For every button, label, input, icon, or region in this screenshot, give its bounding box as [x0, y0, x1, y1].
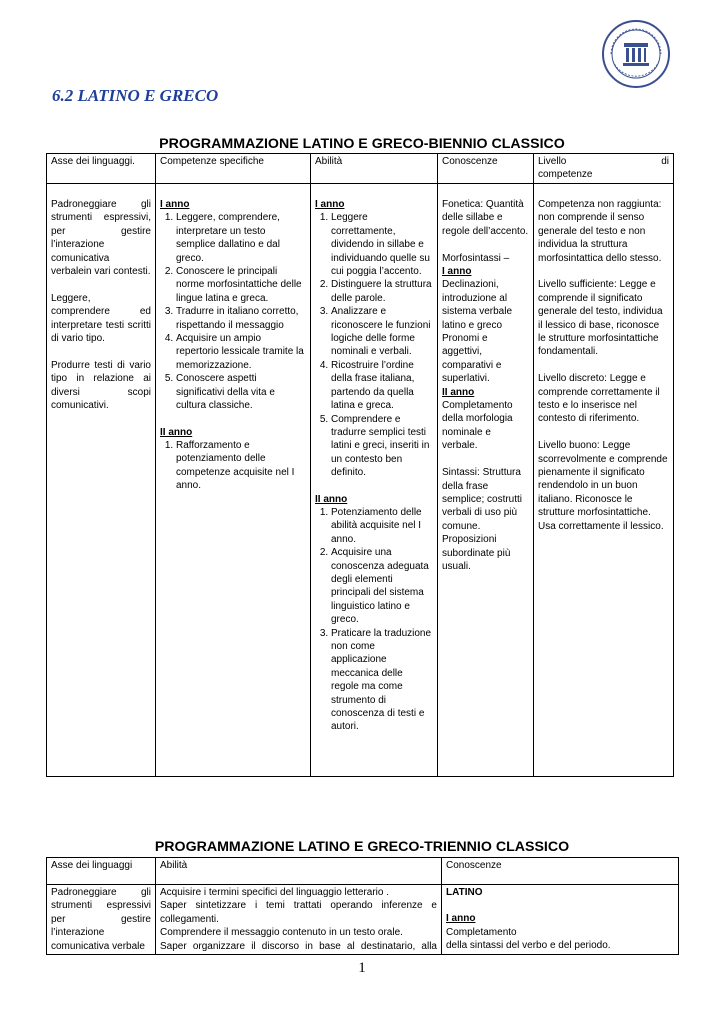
conoscenze-sintassi: Sintassi: Struttura della frase semplice; costrutti verbali di uso più comune. Proposizioni subordinate più usuali. — [442, 467, 523, 572]
competenze-list1 — [160, 211, 306, 412]
page-number: 1 — [358, 960, 366, 976]
conoscenze-line1: Completamento — [446, 926, 517, 938]
conoscenze-year: I anno — [446, 913, 476, 925]
header-conoscenze: Conoscenze — [438, 154, 534, 184]
header-livello-b: di — [661, 156, 669, 167]
conoscenze-year1: I anno — [442, 266, 472, 278]
asse-p3: Produrre testi di vario tipo in relazione ai diversi scopi comunicativi. — [51, 359, 151, 412]
list-item: 5. Conoscere aspetti significativi della vita e cultura classiche. — [176, 372, 306, 412]
cell-asse — [47, 885, 156, 955]
triennio-table — [46, 857, 679, 955]
cell-conoscenze — [438, 184, 534, 777]
competenze-year2: II anno — [160, 426, 193, 438]
livello-p2: Livello sufficiente: Legge e comprende il significato generale del testo, individua il lessico di base, riconosce le strutture morfosintattiche fondamentali. — [538, 279, 663, 358]
conoscenze-morfo2: Completamento della morfologia nominale e verbale. — [442, 400, 513, 452]
header-competenze: Competenze specifiche — [156, 154, 311, 184]
table-header-row — [47, 154, 674, 184]
list-item: 5. Comprendere e tradurre semplici testi latini e greci, inseriti in un contesto ben definito. — [331, 413, 433, 480]
table2-title: PROGRAMMAZIONE LATINO E GRECO-TRIENNIO CLASSICO — [154, 839, 570, 855]
table-header-row — [47, 858, 679, 885]
asse-p2: Leggere, comprendere ed interpretare testi scritti di vario tipo. — [51, 292, 151, 345]
table1-title: PROGRAMMAZIONE LATINO E GRECO-BIENNIO CLASSICO — [159, 136, 565, 152]
header-conoscenze: Conoscenze — [442, 858, 679, 885]
cell-abilita — [311, 184, 438, 777]
list-item: 2. Acquisire una conoscenza adeguata degli elementi principali del sistema linguistico latino e greco. — [331, 546, 433, 626]
abilita-list2 — [315, 506, 433, 734]
livello-p3: Livello discreto: Legge e comprende correttamente il testo e lo inserisce nel contesto di riferimento. — [538, 373, 660, 425]
conoscenze-fonetica: Fonetica: Quantità delle sillabe e regole dell’accento. — [442, 199, 529, 237]
competenze-year1: I anno — [160, 199, 190, 210]
list-item: 1. Rafforzamento e potenziamento delle competenze acquisite nel I anno. — [176, 439, 306, 493]
list-item: 1. Potenziamento delle abilità acquisite nel I anno. — [331, 506, 433, 546]
table-row — [47, 885, 679, 955]
abilita-line: Comprendere il messaggio contenuto in un testo orale. — [160, 927, 403, 939]
list-item: 3. Analizzare e riconoscere le funzioni logiche delle forme nominali e verbali. — [331, 305, 433, 359]
abilita-list1 — [315, 211, 433, 479]
cell-competenze — [156, 184, 311, 777]
list-item: 3. Tradurre in italiano corretto, rispettando il messaggio — [176, 305, 306, 332]
list-item: 1. Leggere, comprendere, interpretare un testo semplice dallatino e dal greco. — [176, 211, 306, 265]
list-item: 4. Acquisire un ampio repertorio lessicale tramite la memorizzazione. — [176, 332, 306, 372]
asse-text: Padroneggiare gli strumenti espressivi per gestire l’interazione comunicativa verbale — [51, 887, 151, 952]
livello-p1: Competenza non raggiunta: non comprende il senso generale del testo e non individua la struttura morfosintattica dello stesso. — [538, 199, 662, 264]
abilita-line: Saper organizzare il discorso in base al destinatario, alla — [160, 940, 437, 952]
header-abilita: Abilità — [156, 858, 442, 885]
abilita-line: Acquisire i termini specifici del linguaggio letterario . — [160, 887, 389, 898]
list-item: 3. Praticare la traduzione non come applicazione meccanica delle regole ma come strumento di conoscenza di testi e autori. — [331, 627, 433, 734]
list-item: 4. Ricostruire l’ordine della frase italiana, partendo da quella latina e greca. — [331, 359, 433, 413]
conoscenze-line2: della sintassi del verbo e del periodo. — [446, 940, 611, 952]
cell-asse — [47, 184, 156, 777]
conoscenze-label: LATINO — [446, 887, 483, 898]
list-item: 2. Conoscere le principali norme morfosintattiche delle lingue latina e greca. — [176, 265, 306, 305]
abilita-year2: II anno — [315, 493, 348, 505]
list-item: 2. Distinguere la struttura delle parole. — [331, 278, 433, 305]
list-item: 1. Leggere correttamente, dividendo in sillabe e individuando quelle su cui poggia l’accento. — [331, 211, 433, 278]
biennio-table — [46, 153, 674, 777]
asse-p1: Padroneggiare gli strumenti espressivi, per gestire l’interazione comunicativa verbalein vari contesti. — [51, 199, 151, 278]
conoscenze-year2: II anno — [442, 386, 475, 398]
cell-abilita — [156, 885, 442, 955]
header-asse: Asse dei linguaggi. — [47, 154, 156, 184]
table-row — [47, 184, 674, 777]
cell-livello — [534, 184, 674, 777]
header-livello-a: Livello — [538, 156, 567, 167]
abilita-line: Saper sintetizzare i temi trattati operando inferenze e collegamenti. — [160, 900, 437, 925]
conoscenze-morfo1: Declinazioni, introduzione al sistema verbale latino e greco Pronomi e aggettivi, comparativi e superlativi. — [442, 279, 513, 385]
section-title: 6.2 LATINO E GRECO — [52, 86, 219, 105]
school-seal-icon — [601, 19, 671, 89]
header-abilita: Abilità — [311, 154, 438, 184]
abilita-year1: I anno — [315, 199, 345, 210]
header-asse: Asse dei linguaggi — [47, 858, 156, 885]
header-livello-c: competenze — [538, 169, 593, 181]
livello-p4: Livello buono: Legge scorrevolmente e comprende pienamente il significato rendendolo in un buon italiano. Riconosce le strutture morfosintattiche. Usa correttamente il lessico. — [538, 440, 668, 532]
competenze-list2 — [160, 439, 306, 493]
cell-conoscenze — [442, 885, 679, 955]
header-livello — [534, 154, 674, 184]
conoscenze-morfo-label: Morfosintassi – — [442, 252, 510, 264]
